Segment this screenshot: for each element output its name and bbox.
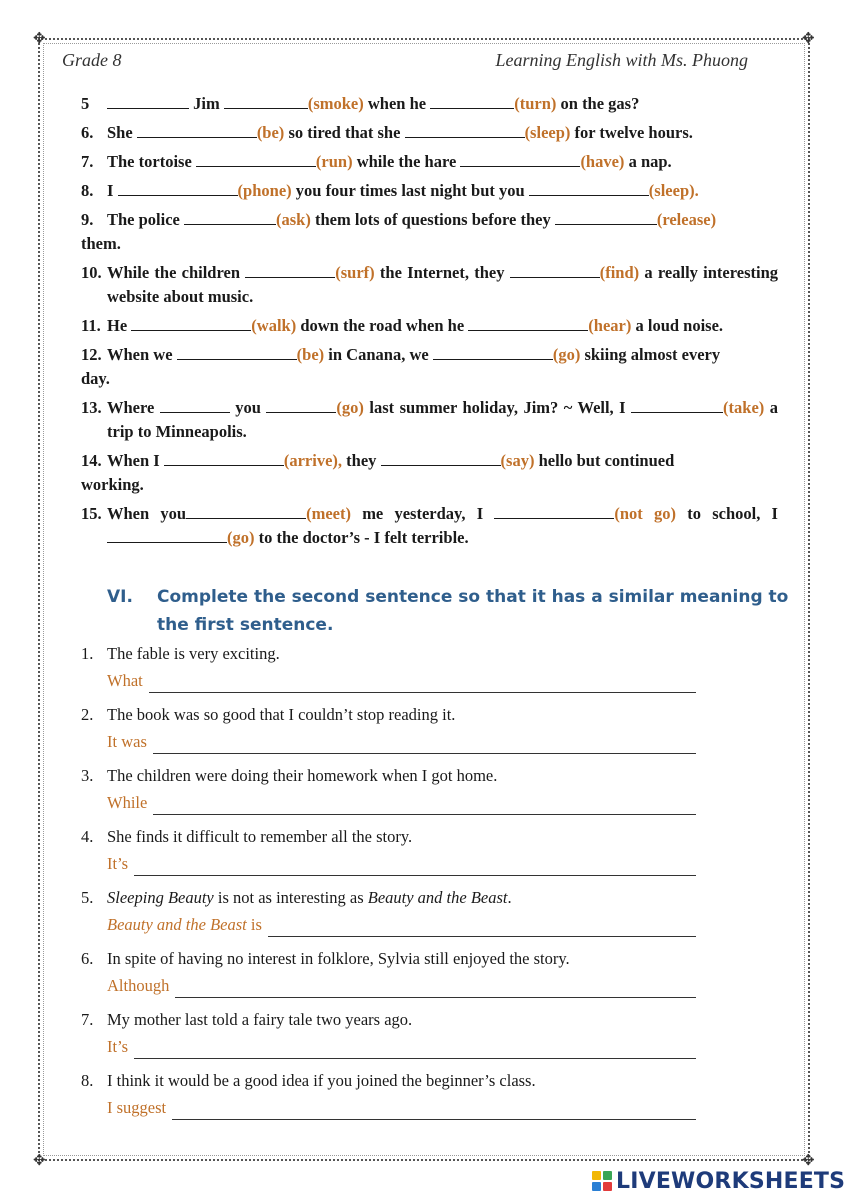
sentence-text: last summer holiday, Jim? ~ Well, I (363, 398, 632, 417)
original-sentence (81, 703, 696, 727)
answer-prompt: What (107, 671, 143, 690)
question-number: 5 (81, 94, 90, 113)
sentence-text: While the children (107, 263, 246, 282)
sentence-text: you (229, 398, 267, 417)
question-number: 9. (81, 210, 94, 229)
question-item (81, 449, 778, 497)
answer-prompt (107, 913, 262, 937)
answer-blank[interactable] (381, 451, 501, 466)
answer-line-input[interactable] (175, 980, 696, 998)
rewrite-item (81, 947, 696, 998)
answer-line-input[interactable] (153, 797, 696, 815)
sentence-text: so tired that she (284, 123, 405, 142)
sentence-text: in Canana, we (324, 345, 433, 364)
sentence-text: I (107, 181, 118, 200)
answer-blank[interactable] (433, 345, 553, 360)
answer-blank[interactable] (430, 94, 514, 109)
question-text (107, 152, 672, 171)
verb-hint: (go) (336, 398, 364, 417)
item-number: 7. (81, 1010, 94, 1029)
sentence-text: to the doctor’s - I felt terrible. (254, 528, 469, 547)
sentence-text: In spite of having no interest in folklore, Sylvia still enjoyed the story. (107, 949, 570, 968)
sentence-text: When we (107, 345, 177, 364)
rewrite-item (81, 764, 696, 815)
sentence-text: a trip to Minneapolis. (107, 398, 778, 441)
section-instruction: Complete the second sentence so that it has a similar meaning to the first sentence. (157, 587, 789, 635)
answer-blank[interactable] (494, 504, 614, 519)
answer-blank[interactable] (107, 94, 189, 109)
answer-prompt: I suggest (107, 1098, 167, 1117)
question-item (81, 179, 778, 203)
verb-hint: (arrive), (283, 451, 343, 470)
question-text (107, 316, 723, 335)
question-text (107, 94, 639, 113)
verb-hint: (ask) (276, 210, 311, 229)
sentence-text: they (342, 451, 381, 470)
question-item (81, 208, 778, 256)
answer-blank[interactable] (118, 181, 238, 196)
verb-hint: (find) (599, 263, 640, 282)
sentence-text: When you (107, 504, 187, 523)
question-text (107, 398, 778, 441)
answer-prompt: It’s (107, 854, 129, 873)
verb-hint: (meet) (306, 504, 351, 523)
answer-row (81, 974, 696, 998)
answer-prompt: Although (107, 976, 170, 995)
sentence-text: She (107, 123, 137, 142)
verb-hint: (sleep). (648, 181, 699, 200)
sentence-text: The tortoise (107, 152, 196, 171)
verb-hint: (be) (256, 123, 285, 142)
original-sentence (81, 825, 696, 849)
verb-hint: (sleep) (524, 123, 571, 142)
sentence-text: My mother last told a fairy tale two years ago. (107, 1010, 413, 1029)
verb-hint: (phone) (237, 181, 292, 200)
rewrite-item (81, 1008, 696, 1059)
answer-blank[interactable] (510, 263, 600, 278)
sentence-text: down the road when he (296, 316, 469, 335)
corner-ornament-icon: ✥ (802, 1151, 815, 1169)
rewrite-item (81, 642, 696, 693)
answer-prompt: It was (107, 732, 147, 751)
answer-row (81, 1035, 696, 1059)
question-item (81, 92, 778, 116)
answer-blank[interactable] (160, 398, 230, 413)
answer-blank[interactable] (529, 181, 649, 196)
question-number: 13. (81, 398, 102, 417)
answer-line-input[interactable] (134, 858, 696, 876)
sentence-text: When I (107, 451, 164, 470)
sentence-text: on the gas? (556, 94, 640, 113)
answer-line-input[interactable] (149, 675, 696, 693)
rewrite-item (81, 825, 696, 876)
item-number: 8. (81, 1071, 94, 1090)
question-number: 15. (81, 504, 102, 523)
liveworksheets-logo (592, 1166, 845, 1196)
section-number: VI. (107, 587, 133, 607)
question-item (81, 150, 778, 174)
answer-row (81, 1096, 696, 1120)
item-number: 6. (81, 949, 94, 968)
page-header (62, 50, 748, 76)
grade-label: Grade 8 (62, 50, 122, 70)
corner-ornament-icon: ✥ (33, 1151, 46, 1169)
sentence-text: me yesterday, I (350, 504, 495, 523)
verb-hint: (go) (552, 345, 581, 364)
sentence-text: skiing almost every (580, 345, 721, 364)
answer-blank[interactable] (164, 451, 284, 466)
sentence-text: Jim (189, 94, 224, 113)
corner-ornament-icon: ✥ (33, 29, 46, 47)
answer-blank[interactable] (186, 504, 306, 519)
sentence-text: you four times last night but you (291, 181, 529, 200)
sentence-text: the Internet, they (374, 263, 510, 282)
sentence-text: when he (363, 94, 431, 113)
sentence-text: She finds it difficult to remember all the story. (107, 827, 413, 846)
question-item (81, 314, 778, 338)
sentence-text: a loud noise. (631, 316, 724, 335)
logo-text: LIVEWORKSHEETS (616, 1168, 846, 1194)
sentence-text: is (246, 915, 262, 934)
question-number: 7. (81, 152, 94, 171)
question-number: 6. (81, 123, 94, 142)
verb-hint: (go) (227, 528, 255, 547)
logo-mark-icon (592, 1171, 612, 1191)
question-continuation: them. (81, 234, 121, 253)
question-number: 8. (81, 181, 94, 200)
question-continuation: working. (81, 475, 144, 494)
question-number: 14. (81, 451, 102, 470)
book-title: Sleeping Beauty (107, 888, 214, 907)
sentence-text: The book was so good that I couldn’t stop reading it. (107, 705, 456, 724)
sentence-text: them lots of questions before they (310, 210, 555, 229)
sentence-text: is not as interesting as (213, 888, 368, 907)
book-title: Beauty and the Beast (367, 888, 508, 907)
original-sentence (81, 886, 696, 910)
course-label: Learning English with Ms. Phuong (495, 50, 748, 70)
answer-blank[interactable] (137, 123, 257, 138)
question-text (107, 263, 778, 306)
sentence-text: He (107, 316, 132, 335)
sentence-text: Where (107, 398, 160, 417)
item-number: 5. (81, 888, 94, 907)
sentence-text: The fable is very exciting. (107, 644, 280, 663)
corner-ornament-icon: ✥ (802, 29, 815, 47)
answer-blank[interactable] (245, 263, 335, 278)
question-text (107, 123, 693, 142)
answer-blank[interactable] (177, 345, 297, 360)
question-number: 10. (81, 263, 102, 282)
rewrite-item (81, 703, 696, 754)
verb-hint: (turn) (514, 94, 557, 113)
answer-prompt: It’s (107, 1037, 129, 1056)
answer-row (81, 913, 696, 937)
question-text (107, 451, 674, 470)
answer-row (81, 669, 696, 693)
sentence-text: The children were doing their homework when I got home. (107, 766, 498, 785)
sentence-text: . (507, 888, 512, 907)
question-text (107, 345, 720, 364)
section-heading (107, 583, 807, 639)
sentence-text: The police (107, 210, 184, 229)
item-number: 4. (81, 827, 94, 846)
original-sentence (81, 642, 696, 666)
verb-hint: (hear) (588, 316, 632, 335)
verb-hint: (say) (500, 451, 535, 470)
answer-blank[interactable] (224, 94, 308, 109)
answer-blank[interactable] (107, 528, 227, 543)
original-sentence (81, 1069, 696, 1093)
sentence-text: for twelve hours. (570, 123, 693, 142)
answer-blank[interactable] (555, 210, 657, 225)
answer-blank[interactable] (196, 152, 316, 167)
question-item (81, 502, 778, 550)
question-item (81, 396, 778, 444)
verb-hint: (not go) (614, 504, 677, 523)
item-number: 1. (81, 644, 94, 663)
question-text (107, 504, 778, 547)
answer-blank[interactable] (631, 398, 723, 413)
original-sentence (81, 764, 696, 788)
answer-line-input[interactable] (268, 919, 696, 937)
verb-hint: (take) (723, 398, 765, 417)
verb-hint: (run) (315, 152, 353, 171)
rewrite-item (81, 1069, 696, 1120)
item-number: 2. (81, 705, 94, 724)
question-number: 12. (81, 345, 102, 364)
answer-line-input[interactable] (134, 1041, 696, 1059)
question-item (81, 343, 778, 391)
verb-hint: (walk) (251, 316, 297, 335)
answer-blank[interactable] (131, 316, 251, 331)
sentence-text: a nap. (624, 152, 672, 171)
answer-blank[interactable] (460, 152, 580, 167)
answer-line-input[interactable] (153, 736, 696, 754)
question-item (81, 261, 778, 309)
verb-hint: (smoke) (307, 94, 364, 113)
sentence-text: a really interesting website about music. (107, 263, 778, 306)
rewrite-item (81, 886, 696, 937)
question-text (107, 210, 716, 229)
answer-row (81, 852, 696, 876)
verb-tense-exercise (81, 92, 778, 555)
original-sentence (81, 947, 696, 971)
sentence-text: I think it would be a good idea if you joined the beginner’s class. (107, 1071, 536, 1090)
sentence-text: to school, I (676, 504, 778, 523)
sentence-text: hello but continued (534, 451, 675, 470)
answer-blank[interactable] (266, 398, 336, 413)
answer-prompt: While (107, 793, 148, 812)
question-continuation: day. (81, 369, 110, 388)
answer-blank[interactable] (468, 316, 588, 331)
original-sentence (81, 1008, 696, 1032)
item-number: 3. (81, 766, 94, 785)
answer-blank[interactable] (184, 210, 276, 225)
question-text (107, 181, 699, 200)
answer-line-input[interactable] (172, 1102, 696, 1120)
verb-hint: (be) (296, 345, 325, 364)
answer-row (81, 730, 696, 754)
answer-blank[interactable] (405, 123, 525, 138)
sentence-transformation-exercise (81, 642, 696, 1130)
question-number: 11. (81, 316, 101, 335)
verb-hint: (have) (580, 152, 625, 171)
book-title: Beauty and the Beast (107, 915, 247, 934)
question-item (81, 121, 778, 145)
verb-hint: (surf) (335, 263, 375, 282)
answer-row (81, 791, 696, 815)
verb-hint: (release) (656, 210, 717, 229)
sentence-text: while the hare (352, 152, 461, 171)
